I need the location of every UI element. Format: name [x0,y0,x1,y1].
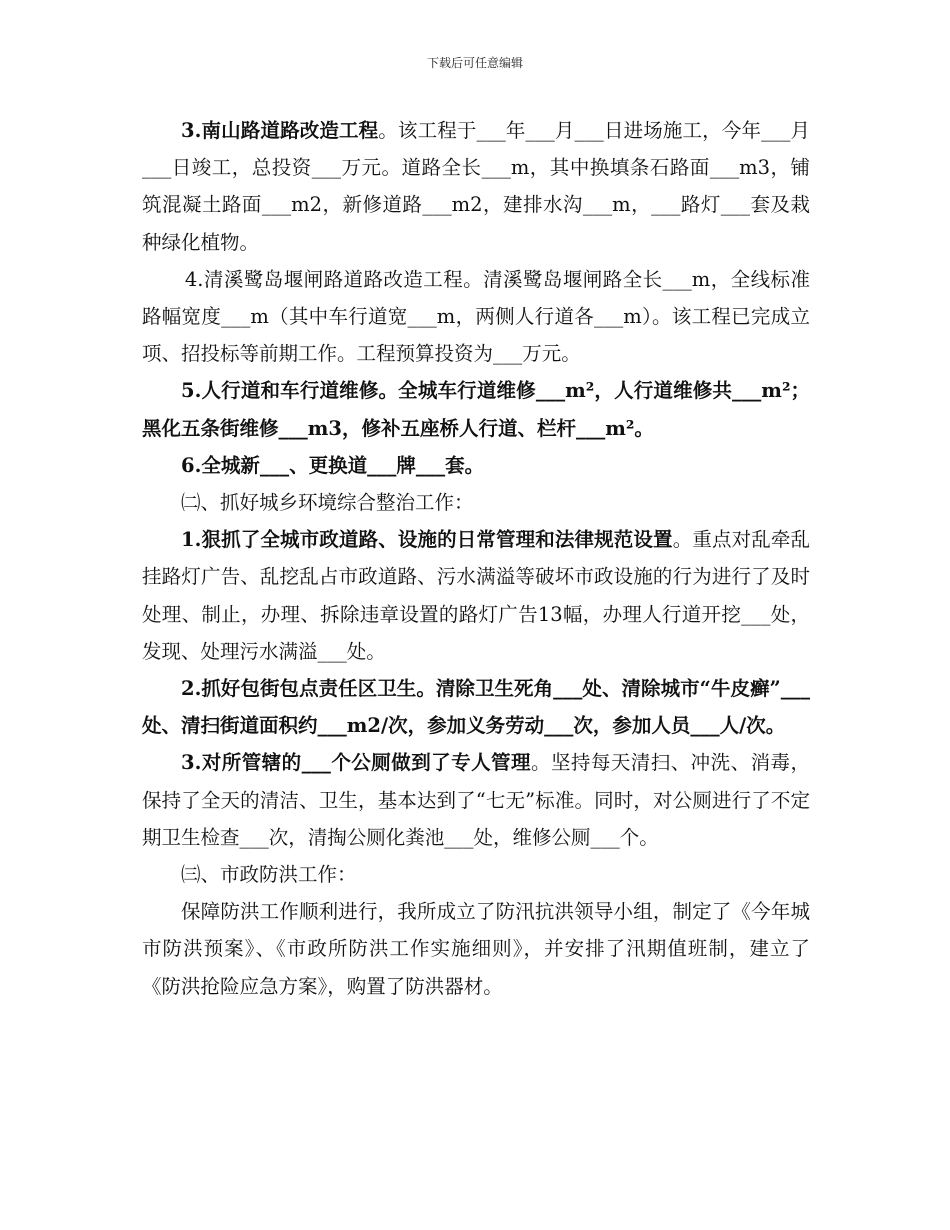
paragraph-lead: 3.对所管辖的___个公厕做到了专人管理 [181,751,531,775]
paragraph-nanshan-road [142,112,810,261]
paragraph-lead: 3.南山路道路改造工程 [181,119,379,142]
paragraph-road-signs: 6.全城新___、更换道___牌___套。 [181,453,485,477]
document-body [142,112,810,1005]
paragraph-lead: 1.狠抓了全城市政道路、设施的日常管理和法律规范设置 [181,528,673,552]
paragraph-public-toilets [142,744,810,856]
paragraph-flood-control: 保障防洪工作顺利进行，我所成立了防汛抗洪领导小组，制定了《今年城市防洪预案》、《市政所防洪工作实施细则》，并安排了汛期值班制，建立了《防洪抢险应急方案》，购置了防洪器材。 [142,900,810,998]
paragraph-street-hygiene: 2.抓好包街包点责任区卫生。清除卫生死角___处、清除城市“牛皮癣”___处、清扫街道面积约___m2/次，参加义务劳动___次，参加人员___人/次。 [142,677,810,738]
section-heading-flood: ㈢、市政防洪工作： [181,863,357,887]
page-header: 下载后可任意编辑 [426,56,523,70]
paragraph-sidewalk-repair: 5.人行道和车行道维修。全城车行道维修___m²，人行道维修共___m²；黑化五条街维修___m3，修补五座桥人行道、栏杆___m²。 [142,379,810,440]
paragraph-text: 。坚持每天清扫、冲洗、消毒，保持了全天的清洁、卫生，基本达到了“七无”标准。同时，对公厕进行了不定期卫生检查___次，清掏公厕化粪池___处，维修公厕___个。 [142,751,810,849]
paragraph-road-management [142,521,810,670]
paragraph-text: 。重点对乱牵乱挂路灯广告、乱挖乱占市政道路、污水满溢等破坏市政设施的行为进行了及时处理、制止，办理、拆除违章设置的路灯广告13幅，办理人行道开挖___处，发现、处理污水满溢___处。 [142,528,810,663]
paragraph-text: 。该工程于___年___月___日进场施工，今年___月___日竣工，总投资___万元。道路全长___m，其中换填条石路面___m3，铺筑混凝土路面___m2，新修道路___m2，建排水沟___m，___路灯___套及栽种绿化植物。 [142,119,810,254]
paragraph-qingxi-road: 4.清溪鹭岛堰闸路道路改造工程。清溪鹭岛堰闸路全长___m，全线标准路幅宽度___m（其中车行道宽___m，两侧人行道各___m）。该工程已完成立项、招投标等前期工作。工程预算投资为___万元。 [142,267,810,366]
section-heading-environment: ㈡、抓好城乡环境综合整治工作： [181,491,474,515]
